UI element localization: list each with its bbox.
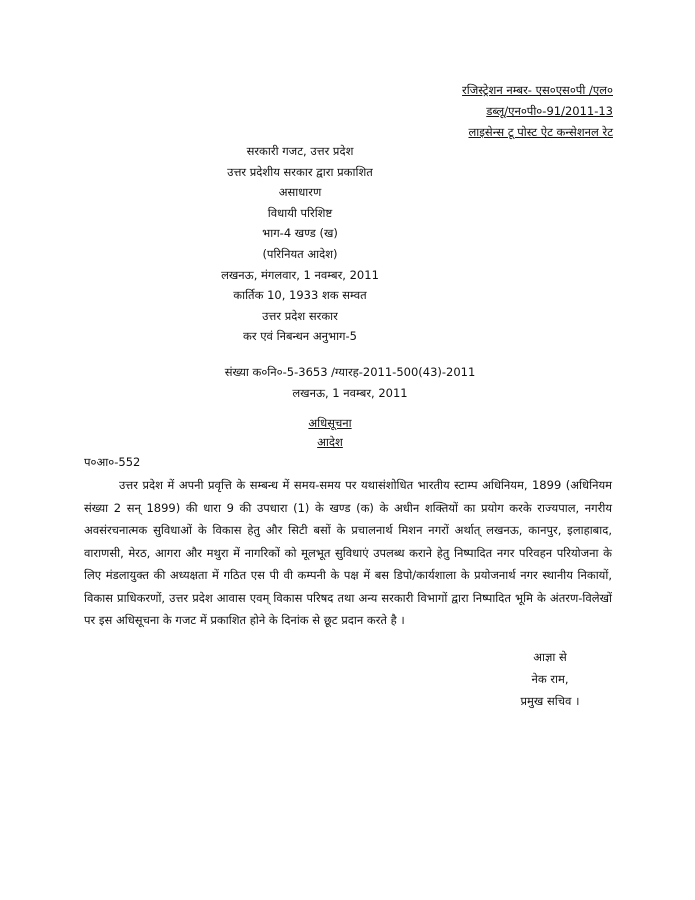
gazette-date: लखनऊ, मंगलवार, 1 नवम्बर, 2011: [221, 267, 379, 282]
order-date: लखनऊ, 1 नवम्बर, 2011: [292, 385, 408, 400]
signature-by-order: आज्ञा से: [533, 650, 567, 664]
license-line: लाइसेन्स टू पोस्ट ऐट कन्सेशनल रेट: [468, 125, 613, 139]
gazette-title: सरकारी गजट, उत्तर प्रदेश: [246, 144, 354, 158]
gazette-header: [150, 141, 450, 347]
registration-header: [462, 80, 613, 143]
order-number: संख्या क०नि०-5-3653 /ग्यारह-2011-500(43)-2011: [224, 365, 476, 379]
signature-block: [495, 646, 605, 712]
gazette-supplement: विधायी परिशिष्ट: [267, 205, 333, 220]
gazette-publisher: उत्तर प्रदेशीय सरकार द्वारा प्रकाशित: [227, 164, 373, 179]
notice-heading-block: [150, 414, 510, 452]
order-body-paragraph: उत्तर प्रदेश में अपनी प्रवृत्ति के सम्बन्ध में समय-समय पर यथासंशोधित भारतीय स्टाम्प अधिनियम, 1899 (अधिनियम संख्या 2 सन् 1899) की धारा 9 की उपधारा (1) के खण्ड (क) के अधीन शक्तियों का प्रयोग करके राज्यपाल, नगरीय अवसंरचनात्मक सुविधाओं के विकास हेतु और सिटी बसों के प्रचालनार्थ मिशन नगरों अर्थात् लखनऊ, कानपुर, इलाहाबाद, वाराणसी, मेरठ, आगरा और मथुरा में नागरिकों को मूलभूत सुविधाएं उपलब्ध कराने हेतु निष्पादित नगर परिवहन परियोजना के लिए मंडलायुक्त की अध्यक्षता में गठित एस पी वी कम्पनी के पक्ष में बस डिपो/कार्यशाला के प्रयोजनार्थ नगर स्थानीय निकायों, विकास प्राधिकरणों, उत्तर प्रदेश आवास एवम् विकास परिषद तथा अन्य सरकारी विभागों द्वारा निष्पादित भूमि के अंतरण-विलेखों पर इस अधिसूचना के गजट में प्रकाशित होने के दिनांक से छूट प्रदान करते है ।: [84, 478, 612, 627]
registration-code-line: डब्लू/एन०पी०-91/2011-13: [486, 104, 613, 118]
reference-number: प०आ०-552: [84, 455, 141, 469]
gazette-department: कर एवं निबन्धन अनुभाग-5: [243, 329, 357, 344]
order-number-block: [150, 362, 550, 403]
order-subheading: आदेश: [317, 435, 343, 449]
notice-heading: अधिसूचना: [308, 416, 352, 430]
gazette-part: भाग-4 खण्ड (ख): [262, 226, 338, 241]
gazette-saka-date: कार्तिक 10, 1933 शक सम्वत: [233, 288, 367, 303]
gazette-order-kind: (परिनियत आदेश): [262, 246, 338, 261]
gazette-government: उत्तर प्रदेश सरकार: [262, 308, 338, 323]
signatory-designation: प्रमुख सचिव ।: [520, 694, 580, 708]
signatory-name: नेक राम,: [531, 672, 569, 686]
gazette-type: असाधारण: [278, 185, 322, 200]
registration-number-line: रजिस्ट्रेशन नम्बर- एस०एस०पी /एल०: [462, 83, 613, 97]
